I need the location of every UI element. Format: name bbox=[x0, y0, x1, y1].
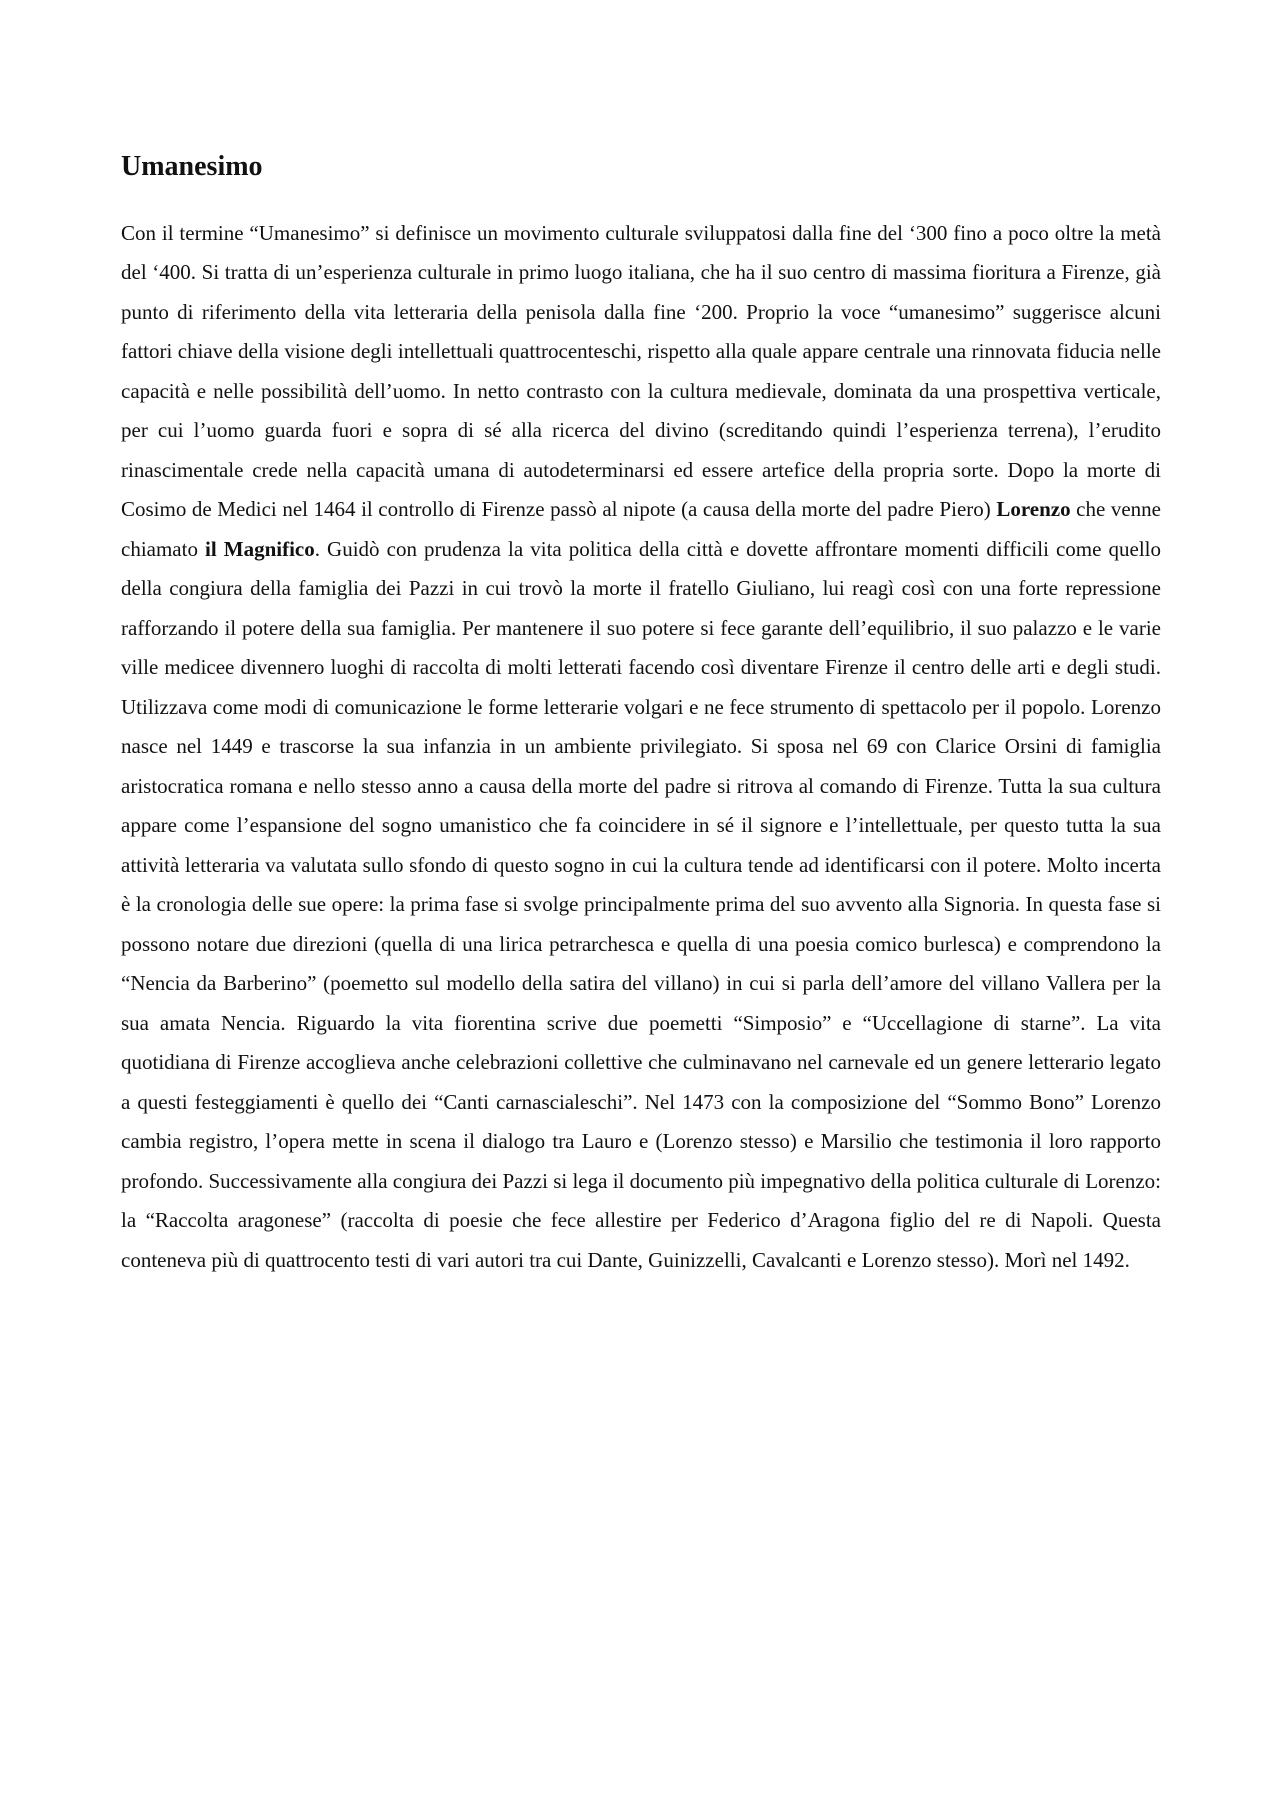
paragraph-text-part-1: Con il termine “Umanesimo” si definisce un movimento culturale sviluppatosi dalla fine del ‘300 fino a poco oltre la metà del ‘400. Si tratta di un’esperienza culturale in primo luogo italiana, che ha il suo centro di massima fioritura a Firenze, già punto di riferimento della vita letteraria della penisola dalla fine ‘200. Proprio la voce “umanesimo” suggerisce alcuni fattori chiave della visione degli intellettuali quattrocenteschi, rispetto alla quale appare centrale una rinnovata fiducia nelle capacità e nelle possibilità dell’uomo. In netto contrasto con la cultura medievale, dominata da una prospettiva verticale, per cui l’uomo guarda fuori e sopra di sé alla ricerca del divino (screditando quindi l’esperienza terrena), l’erudito rinascimentale crede nella capacità umana di autodeterminarsi ed essere artefice della propria sorte. Dopo la morte di Cosimo de Medici nel 1464 il controllo di Firenze passò al nipote (a causa della morte del padre Piero) bbox=[121, 220, 1161, 522]
bold-name-lorenzo: Lorenzo bbox=[996, 497, 1071, 522]
paragraph-text-part-2: che venne chiamato bbox=[121, 497, 1161, 561]
bold-epithet-magnifico: il Magnifico bbox=[205, 536, 315, 561]
document-content bbox=[121, 150, 1161, 1280]
document-title: Umanesimo bbox=[121, 151, 263, 182]
paragraph-text-part-3: . Guidò con prudenza la vita politica della città e dovette affrontare momenti difficili come quello della congiura della famiglia dei Pazzi in cui trovò la morte il fratello Giuliano, lui reagì così con una forte repressione rafforzando il potere della sua famiglia. Per mantenere il suo potere si fece garante dell’equilibrio, il suo palazzo e le varie ville medicee divennero luoghi di raccolta di molti letterati facendo così diventare Firenze il centro delle arti e degli studi. Utilizzava come modi di comunicazione le forme letterarie volgari e ne fece strumento di spettacolo per il popolo. Lorenzo nasce nel 1449 e trascorse la sua infanzia in un ambiente privilegiato. Si sposa nel 69 con Clarice Orsini di famiglia aristocratica romana e nello stesso anno a causa della morte del padre si ritrova al comando di Firenze. Tutta la sua cultura appare come l’espansione del sogno umanistico che fa coincidere in sé il signore e l’intellettuale, per questo tutta la sua attività letteraria va valutata sullo sfondo di questo sogno in cui la cultura tende ad identificarsi con il potere. Molto incerta è la cronologia delle sue opere: la prima fase si svolge principalmente prima del suo avvento alla Signoria. In questa fase si possono notare due direzioni (quella di una lirica petrarchesca e quella di una poesia comico burlesca) e comprendono la “Nencia da Barberino” (poemetto sul modello della satira del villano) in cui si parla dell’amore del villano Vallera per la sua amata Nencia. Riguardo la vita fiorentina scrive due poemetti “Simposio” e “Uccellagione di starne”. La vita quotidiana di Firenze accoglieva anche celebrazioni collettive che culminavano nel carnevale ed un genere letterario legato a questi festeggiamenti è quello dei “Canti carnascialeschi”. Nel 1473 con la composizione del “Sommo Bono” Lorenzo cambia registro, l’opera mette in scena il dialogo tra Lauro e (Lorenzo stesso) e Marsilio che testimonia il loro rapporto profondo. Successivamente alla congiura dei Pazzi si lega il documento più impegnativo della politica culturale di Lorenzo: la “Raccolta aragonese” (raccolta di poesie che fece allestire per Federico d’Aragona figlio del re di Napoli. Questa conteneva più di quattrocento testi di vari autori tra cui Dante, Guinizzelli, Cavalcanti e Lorenzo stesso). Morì nel 1492. bbox=[121, 536, 1161, 1272]
body-paragraph bbox=[121, 214, 1161, 1281]
